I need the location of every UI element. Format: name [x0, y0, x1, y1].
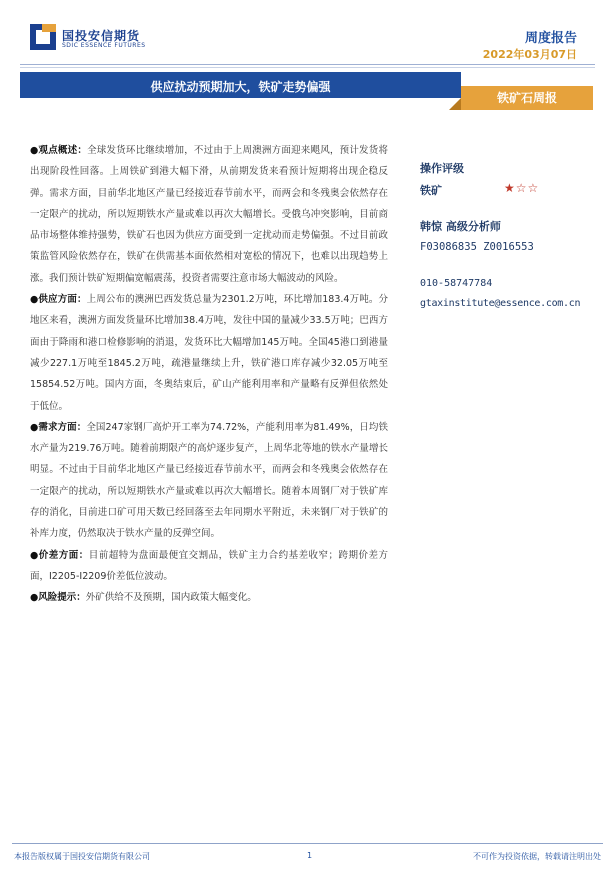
report-type: 周度报告	[524, 31, 577, 46]
paragraph-lead: ●风险提示：	[30, 592, 86, 604]
company-name-en: SDIC ESSENCE FUTURES	[62, 42, 146, 49]
paragraph-text: 外矿供给不及预期，国内政策大幅变化。	[85, 592, 257, 604]
paragraph-supply	[30, 289, 388, 417]
paragraph-lead: ●供应方面：	[30, 294, 87, 306]
paragraph-risk	[30, 587, 388, 608]
paragraph-lead: ●观点概述：	[30, 145, 88, 156]
rating-stars-icon: ★☆☆	[504, 181, 540, 195]
company-logo-icon	[30, 24, 56, 50]
paragraph-lead: ●需求方面：	[30, 421, 87, 433]
contact-phone: 010-58747784	[420, 278, 493, 289]
report-title: 供应扰动预期加大，铁矿走势偏强	[150, 80, 331, 94]
analyst-cert: F03086835 Z0016553	[420, 241, 534, 253]
footer-disclaimer: 不可作为投资依据，转载请注明出处	[473, 852, 601, 861]
title-bar	[20, 72, 461, 98]
paragraph-text: 全球发货环比继续增加，不过由于上周澳洲方面迎来飓风，预计发货将出现阶段性回落。上周铁矿到港大幅下滑，从前期发货来看预计短期将出现企稳反弹。需求方面，目前华北地区产量已经接近春节前水平，而两会和冬残奥会依然存在一定限产的扰动，所以短期铁水产量或难以再次大幅增长。受俄乌冲突影响，目前商品市场整体维持强势，铁矿石也因为供应方面受到一定扰动而走势偏强。不过目前政策监管风险依然存在，铁矿在供需基本面依然相对宽松的情况下，也难以出现趋势上涨。我们预计铁矿短期偏宽幅震荡，投资者需要注意市场大幅波动的风险。	[30, 145, 388, 284]
analyst-name: 韩惊 高级分析师	[420, 220, 501, 233]
contact-email[interactable]: gtaxinstitute@essence.com.cn	[420, 298, 581, 309]
tab-notch	[449, 98, 461, 110]
paragraph-demand	[30, 417, 388, 545]
sidebar	[420, 160, 610, 309]
footer-copyright: 本报告版权属于国投安信期货有限公司	[14, 852, 150, 861]
paragraph-lead: ●价差方面：	[30, 549, 89, 561]
page-number: 1	[307, 851, 313, 860]
main-content	[30, 140, 388, 609]
paragraph-text: 上周公布的澳洲巴西发货总量为2301.2万吨，环比增加183.4万吨。分地区来看，澳洲方面发货量环比增加38.4万吨，发往中国的量减少33.5万吨；巴西方面由于降雨和港口检修影响的消退，发货环比大幅增加145万吨。全国45港口到港量减少227.1万吨至1845.2万吨，疏港量继续上升，铁矿港口库存减少32.05万吨至15854.52万吨。国内方面，冬奥结束后，矿山产能利用率和产量略有反弹但依然处于低位。	[30, 294, 388, 412]
category-tab: 铁矿石周报	[461, 86, 593, 110]
report-date: 2022年03月07日	[482, 48, 577, 61]
rating-item: 铁矿	[420, 184, 442, 197]
footer-divider	[12, 843, 603, 844]
paragraph-spread	[30, 545, 388, 588]
paragraph-overview	[30, 140, 388, 289]
header-divider	[20, 64, 595, 65]
rating-row	[420, 182, 610, 198]
rating-label: 操作评级	[420, 162, 464, 175]
paragraph-text: 全国247家钢厂高炉开工率为74.72%，产能利用率为81.49%，日均铁水产量为219.76万吨。随着前期限产的高炉逐步复产，上周华北等地的铁水产量增长明显。不过由于目前华北地区产量已经接近春节前水平，而两会和冬残奥会依然存在一定限产的扰动，所以短期铁水产量或难以再次大幅增长。随着本周钢厂对于铁矿库存的消化，目前进口矿可用天数已经回落至去年同期水平附近，未来钢厂对于铁矿的补库力度，仍然取决于铁水产量的反弹空间。	[30, 421, 388, 540]
paragraph-text: 目前超特为盘面最便宜交割品，铁矿主力合约基差收窄；跨期价差方面，I2205-I2209价差低位波动。	[30, 549, 388, 582]
header-divider-secondary	[20, 67, 595, 68]
company-name-cn: 国投安信期货	[62, 29, 141, 43]
